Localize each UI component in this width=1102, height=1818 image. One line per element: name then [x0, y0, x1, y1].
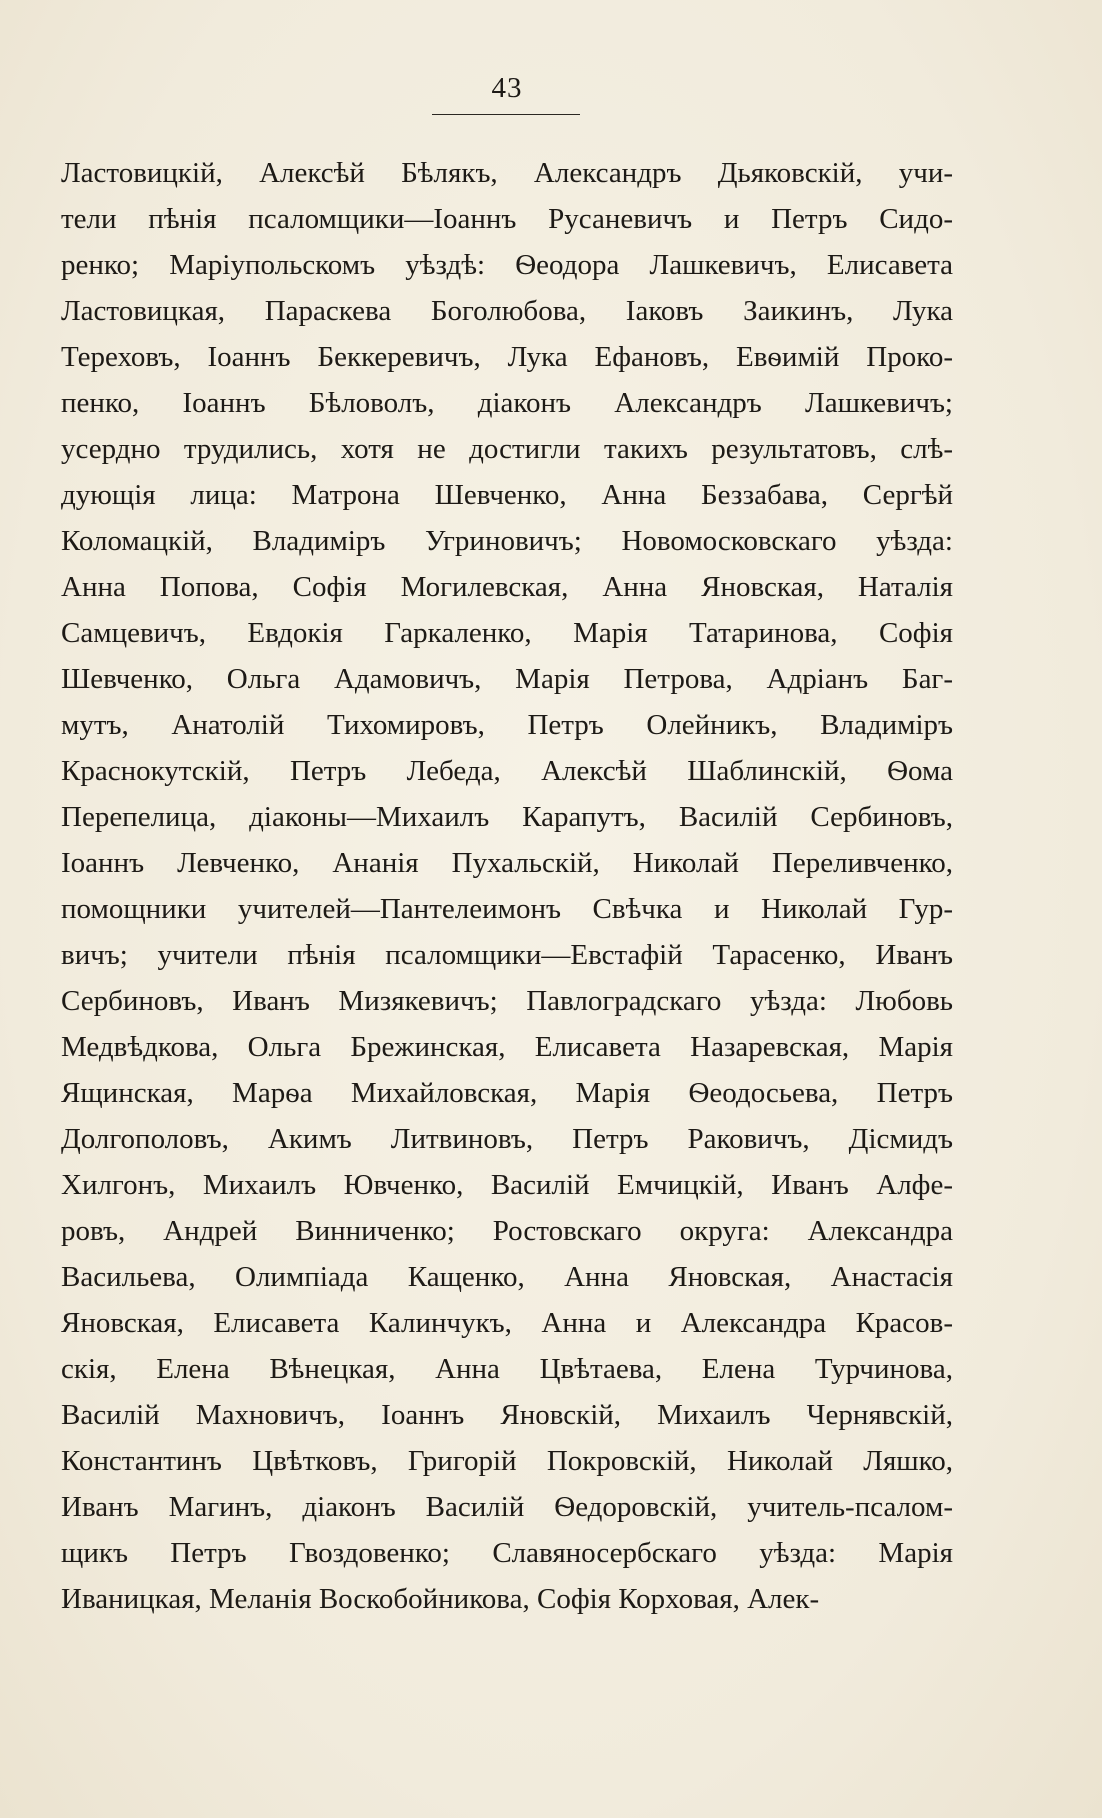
page-number: 43	[491, 72, 523, 104]
text-line: Ластовицкій, Алексѣй Бѣлякъ, Александръ Дьяковскій, учи-	[61, 157, 953, 189]
text-line: Медвѣдкова, Ольга Брежинская, Елисавета Назаревская, Марія	[61, 1031, 953, 1063]
text-line: Краснокутскій, Петръ Лебеда, Алексѣй Шаблинскій, Ѳома	[61, 755, 953, 787]
text-line: скія, Елена Вѣнецкая, Анна Цвѣтаева, Елена Турчинова,	[61, 1353, 953, 1385]
text-line: Шевченко, Ольга Адамовичъ, Марія Петрова, Адріанъ Баг-	[61, 663, 953, 695]
text-line: Константинъ Цвѣтковъ, Григорій Покровскій, Николай Ляшко,	[61, 1445, 953, 1477]
body-text	[61, 150, 953, 1622]
text-line: щикъ Петръ Гвоздовенко; Славяносербскаго уѣзда: Марія	[61, 1537, 953, 1569]
text-line: Иванъ Магинъ, діаконъ Василій Ѳедоровскій, учитель-псалом-	[61, 1491, 953, 1523]
text-line: Хилгонъ, Михаилъ Ювченко, Василій Емчицкій, Иванъ Алфе-	[61, 1169, 953, 1201]
text-line: усердно трудились, хотя не достигли такихъ результатовъ, слѣ-	[61, 433, 953, 465]
text-line: пенко, Іоаннъ Бѣловолъ, діаконъ Александръ Лашкевичъ;	[61, 387, 953, 419]
text-line: Василій Махновичъ, Іоаннъ Яновскій, Михаилъ Чернявскій,	[61, 1399, 953, 1431]
text-line: мутъ, Анатолій Тихомировъ, Петръ Олейникъ, Владиміръ	[61, 709, 953, 741]
text-line: Коломацкій, Владиміръ Угриновичъ; Новомосковскаго уѣзда:	[61, 525, 953, 557]
text-line: Анна Попова, Софія Могилевская, Анна Яновская, Наталія	[61, 571, 953, 603]
text-line: Іоаннъ Левченко, Ананія Пухальскій, Николай Переливченко,	[61, 847, 953, 879]
text-line: Васильева, Олимпіада Кащенко, Анна Яновская, Анастасія	[61, 1261, 953, 1293]
text-line: ренко; Маріупольскомъ уѣздѣ: Ѳеодора Лашкевичъ, Елисавета	[61, 249, 953, 281]
text-line: Ящинская, Марѳа Михайловская, Марія Ѳеодосьева, Петръ	[61, 1077, 953, 1109]
header-rule	[432, 114, 580, 115]
text-line: Иваницкая, Меланія Воскобойникова, Софія Корховая, Алек-	[61, 1583, 820, 1615]
text-line: Тереховъ, Іоаннъ Беккеревичъ, Лука Ефановъ, Евѳимій Проко-	[61, 341, 953, 373]
text-line: тели пѣнія псаломщики—Іоаннъ Русаневичъ и Петръ Сидо-	[61, 203, 953, 235]
text-line: Яновская, Елисавета Калинчукъ, Анна и Александра Красов-	[61, 1307, 953, 1339]
text-line: Самцевичъ, Евдокія Гаркаленко, Марія Татаринова, Софія	[61, 617, 953, 649]
text-line: ровъ, Андрей Винниченко; Ростовскаго округа: Александра	[61, 1215, 953, 1247]
text-line: вичъ; учители пѣнія псаломщики—Евстафій Тарасенко, Иванъ	[61, 939, 953, 971]
text-line: дующія лица: Матрона Шевченко, Анна Беззабава, Сергѣй	[61, 479, 953, 511]
text-line: Ластовицкая, Параскева Боголюбова, Іаковъ Заикинъ, Лука	[61, 295, 953, 327]
text-line: Долгополовъ, Акимъ Литвиновъ, Петръ Раковичъ, Дісмидъ	[61, 1123, 953, 1155]
text-line: Сербиновъ, Иванъ Мизякевичъ; Павлоградскаго уѣзда: Любовь	[61, 985, 953, 1017]
text-line: Перепелица, діаконы—Михаилъ Карапутъ, Василій Сербиновъ,	[61, 801, 953, 833]
text-line: помощники учителей—Пантелеимонъ Свѣчка и Николай Гур-	[61, 893, 953, 925]
